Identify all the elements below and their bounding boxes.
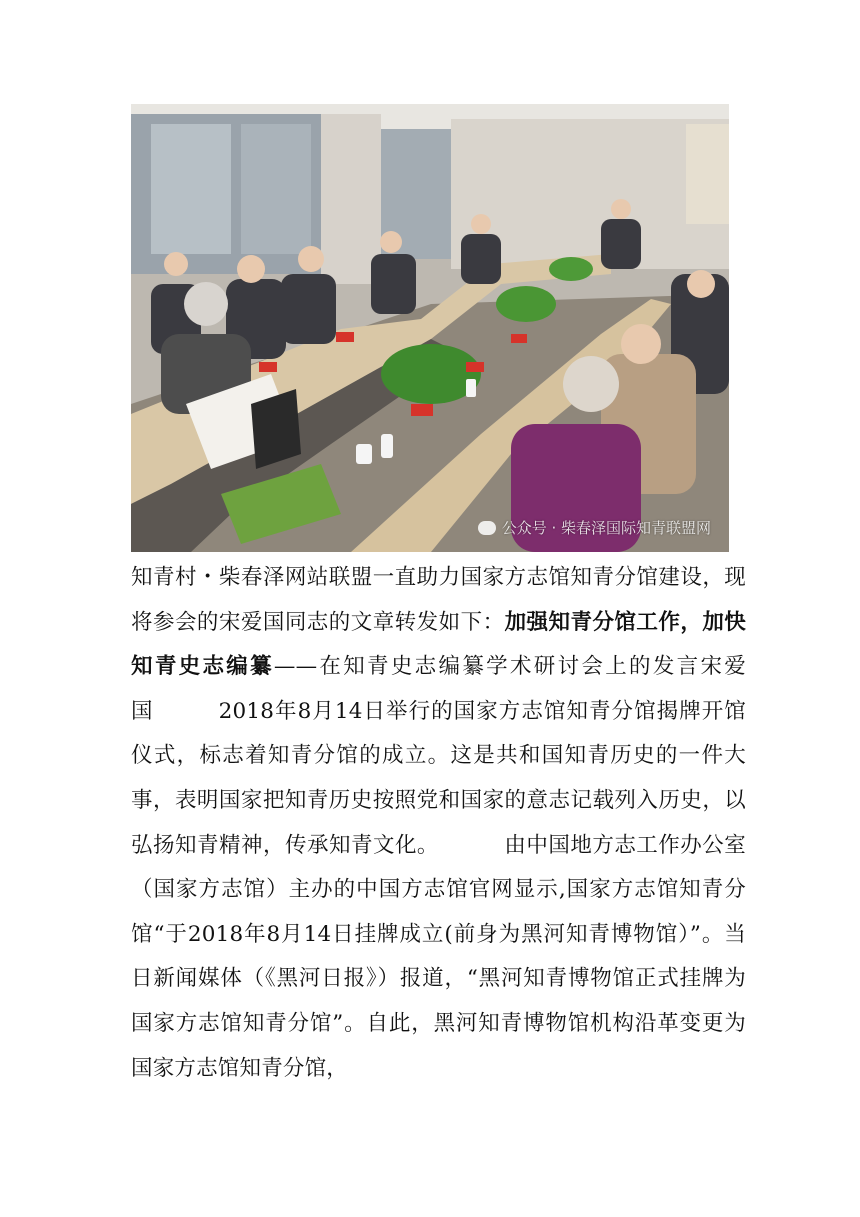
watermark-text: 公众号 · 柴春泽国际知青联盟网 — [501, 519, 711, 537]
watermark — [478, 517, 711, 538]
wechat-icon — [478, 521, 496, 535]
article-paragraph — [131, 556, 746, 1091]
article-body — [131, 556, 746, 1091]
meeting-photo-illustration — [131, 104, 729, 552]
meeting-photo — [131, 104, 729, 552]
article-title: 加强知青分馆工作，加快知青史志编纂 — [131, 609, 747, 680]
intro-text: 知青村・柴春泽网站联盟一直助力国家方志馆知青分馆建设，现将参会的宋爱国同志的文章转发如下： — [131, 565, 746, 635]
paragraph-2: 由中国地方志工作办公室（国家方志馆）主办的中国方志馆官网显示,国家方志馆知青分馆“于2018年8月14日挂牌成立(前身为黑河知青博物馆）”。当日新闻媒体（《黑河日报》）报道，“黑河知青博物馆正式挂牌为国家方志馆知青分馆”。自此，黑河知青博物馆机构沿革变更为国家方志馆知青分馆， — [131, 832, 746, 1081]
article-subtitle: ——在知青史志编纂学术研讨会上的发言宋爱国 — [131, 654, 746, 724]
paragraph-1: 2018年8月14日举行的国家方志馆知青分馆揭牌开馆仪式，标志着知青分馆的成立。这是共和国知青历史的一件大事，表明国家把知青历史按照党和国家的意志记载列入历史，以弘扬知青精神，传承知青文化。 — [131, 698, 746, 858]
